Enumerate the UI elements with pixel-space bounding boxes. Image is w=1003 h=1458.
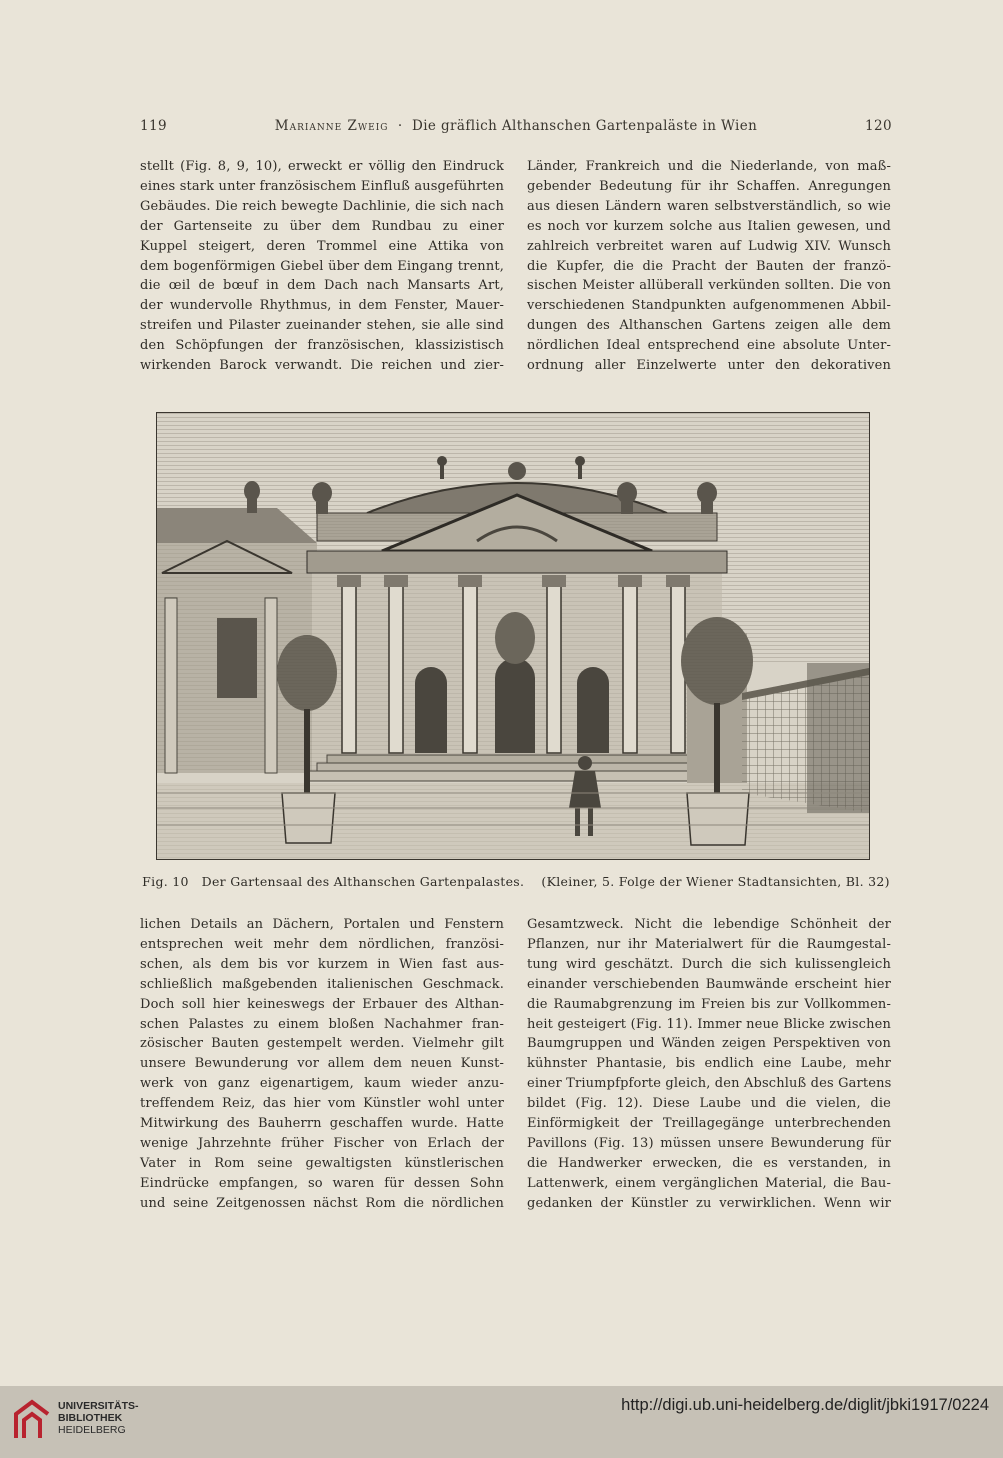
source-url-link[interactable]: http://digi.ub.uni-heidelberg.de/diglit/jbki1917/0224 [621,1396,989,1414]
text-line: Einförmigkeit der Treillagegänge unterbrechenden [527,1116,891,1132]
text-line: es noch vor kurzem solche aus Italien gewesen, und [527,218,891,234]
running-title: Marianne Zweig · Die gräflich Althanschen Gartenpaläste in Wien [274,118,758,134]
text-line: sischen Meister allüberall verkünden sollten. Die von [527,278,891,294]
text-line: wirkenden Barock verwandt. Die reichen und zier- [140,358,504,374]
text-line: der wundervolle Rhythmus, in dem Fenster, Mauer- [140,298,504,314]
text-line: die œil de bœuf in dem Dach nach Mansarts Art, [140,278,504,294]
text-line: Mitwirkung des Bauherrn geschaffen wurde. Hatte [140,1116,504,1132]
text-column-top-left [140,157,504,376]
text-line: einander verschiebenden Baumwände erscheint hier [527,976,891,992]
figure-caption [140,874,892,889]
text-line: Gesamtzweck. Nicht die lebendige Schönheit der [527,917,891,932]
text-line: zösischer Bauten gestempelt werden. Vielmehr gilt [140,1036,504,1052]
text-line: nördlichen Ideal entsprechend eine absolute Unter- [527,338,891,354]
library-name [58,1400,139,1436]
article-title: Die gräflich Althanschen Gartenpaläste in Wien [411,118,758,134]
text-line: schließlich maßgebenden italienischen Geschmack. [140,976,504,992]
garden-hall-illustration [157,413,869,859]
library-name-line3: HEIDELBERG [58,1424,126,1436]
text-line: der Gartenseite zu über dem Rundbau zu einer [140,218,504,234]
text-line: und seine Zeitgenossen nächst Rom die nördlichen [140,1195,504,1211]
figure-label: Fig. 10 [142,874,189,889]
text-column-bottom-left [140,915,504,1214]
text-line: kühnster Phantasie, bis endlich eine Laube, mehr [527,1056,891,1072]
text-line: tung wird geschätzt. Durch die sich kulissengleich [527,956,891,972]
text-line: gebender Bedeutung für ihr Schaffen. Anregungen [527,178,891,194]
text-line: Gebäudes. Die reich bewegte Dachlinie, die sich nach [140,198,504,214]
text-line: heit gesteigert (Fig. 11). Immer neue Blicke zwischen [527,1016,891,1032]
text-line: bildet (Fig. 12). Diese Laube und die vielen, die [527,1096,891,1112]
text-line: die Handwerker erwecken, die es verstanden, in [527,1155,891,1171]
text-line: zahlreich verbreitet waren auf Ludwig XIV. Wunsch [527,238,891,254]
text-line: werk von ganz eigenartigem, kaum wieder anzu- [140,1076,504,1092]
text-line: gedanken der Künstler zu verwirklichen. Wenn wir [527,1195,891,1211]
text-line: dem bogenförmigen Giebel über dem Eingang trennt, [140,258,504,274]
figure-engraving [156,412,870,860]
text-line: den Schöpfungen der französischen, klassizistisch [140,338,504,354]
text-line: Kuppel steigert, deren Trommel eine Attika von [140,238,504,254]
figure-source: (Kleiner, 5. Folge der Wiener Stadtansichten, Bl. 32) [541,874,890,889]
page-number-left: 119 [140,118,167,134]
text-line: treffendem Reiz, das hier vom Künstler wohl unter [140,1096,504,1112]
text-line: schen Palastes zu einem bloßen Nachahmer fran- [140,1016,504,1032]
library-name-line2: BIBLIOTHEK [58,1412,123,1424]
text-column-bottom-right [527,915,891,1214]
text-line: Lattenwerk, einem vergänglichen Material, die Bau- [527,1175,891,1191]
text-line: ordnung aller Einzelwerte unter den dekorativen [527,358,891,374]
text-line: Länder, Frankreich und die Niederlande, von maß- [527,159,891,174]
text-line: aus diesen Ländern waren selbstverständlich, so wie [527,198,891,214]
figure-title: Der Gartensaal des Althanschen Gartenpalastes. [201,874,525,889]
text-line: eines stark unter französischem Einfluß ausgeführten [140,178,504,194]
library-name-line1: UNIVERSITÄTS- [58,1400,139,1412]
text-line: die Kupfer, die die Pracht der Bauten der franzö- [527,258,891,274]
text-line: lichen Details an Dächern, Portalen und Fenstern [140,917,504,932]
text-line: Pavillons (Fig. 13) müssen unsere Bewunderung für [527,1135,891,1151]
text-line: entsprechen weit mehr dem nördlichen, französi- [140,936,504,952]
running-header [140,118,892,138]
text-line: Doch soll hier keineswegs der Erbauer des Althan- [140,996,504,1012]
text-line: wenige Jahrzehnte früher Fischer von Erlach der [140,1135,504,1151]
university-library-logo-icon [12,1398,52,1440]
text-line: verschiedenen Standpunkten aufgenommenen Abbil- [527,298,891,314]
page-number-right: 120 [865,118,892,134]
text-line: unsere Bewunderung vor allem dem neuen Kunst- [140,1056,504,1072]
text-line: Eindrücke empfangen, so waren für dessen Sohn [140,1175,504,1191]
text-line: die Raumabgrenzung im Freien bis zur Vollkommen- [527,996,891,1012]
text-line: Vater in Rom seine gewaltigsten künstlerischen [140,1155,504,1171]
author-name: Marianne Zweig [274,118,389,134]
text-line: einer Triumpfpforte gleich, den Abschluß des Gartens [527,1076,892,1092]
text-line: stellt (Fig. 8, 9, 10), erweckt er völlig den Eindruck [140,159,504,174]
text-line: schen, als dem bis vor kurzem in Wien fast aus- [140,956,504,972]
text-column-top-right [527,157,891,376]
text-line: Pflanzen, nur ihr Materialwert für die Raumgestal- [527,936,891,952]
text-line: streifen und Pilaster zueinander stehen, sie alle sind [140,318,504,334]
text-line: dungen des Althanschen Gartens zeigen alle dem [527,318,891,334]
text-line: Baumgruppen und Wänden zeigen Perspektiven von [527,1036,891,1052]
